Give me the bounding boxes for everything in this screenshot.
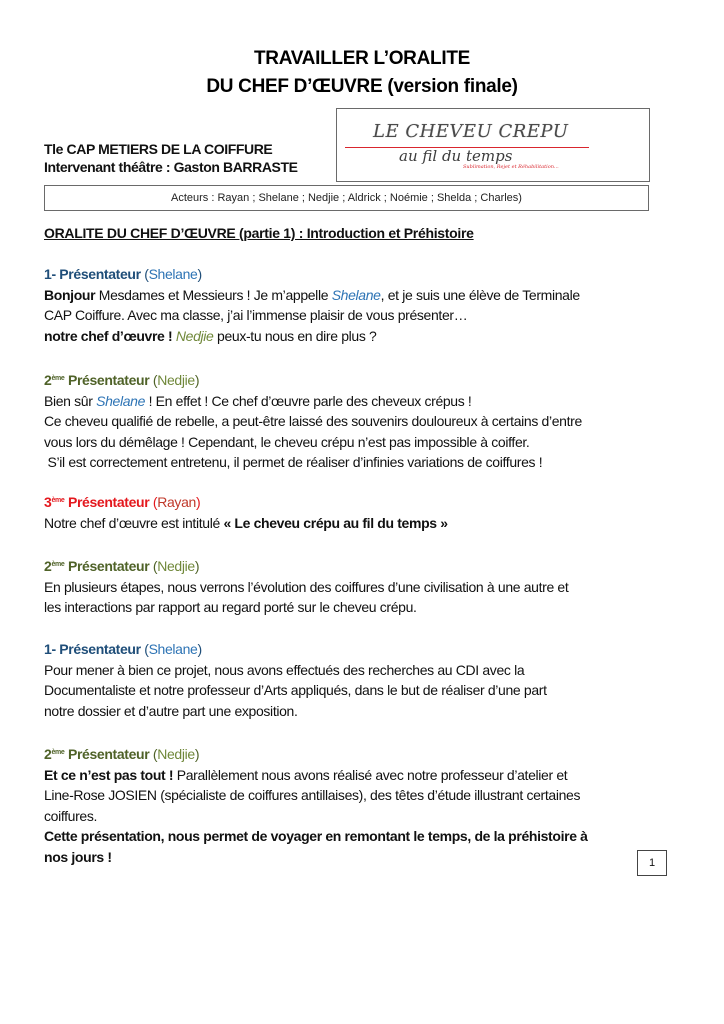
presenter-heading — [44, 555, 674, 577]
presenter-heading — [44, 369, 674, 391]
highlighted-name: Shelane — [331, 286, 381, 303]
presenter-role: Présentateur — [67, 494, 150, 510]
text: , et je suis une élève de Terminale — [380, 286, 580, 303]
class-label: Tle CAP METIERS DE LA COIFFURE — [44, 141, 273, 157]
presenter-heading — [44, 639, 674, 660]
dialogue-block — [44, 369, 674, 473]
section-heading: ORALITE DU CHEF D’ŒUVRE (partie 1) : Introduction et Préhistoire — [44, 225, 474, 241]
dialogue-block — [44, 639, 674, 721]
presenter-role: Présentateur — [59, 641, 141, 657]
presenter-name: Nedjie — [157, 372, 195, 388]
instructor-label: Intervenant théâtre : Gaston BARRASTE — [44, 159, 298, 175]
dialogue-block — [44, 491, 674, 533]
dialogue-line: S’il est correctement entretenu, il permet de réaliser d’infinies variations de coiffures ! — [44, 454, 543, 470]
page-number: 1 — [637, 850, 667, 876]
presenter-name-wrap: (Shelane) — [144, 266, 202, 282]
presenter-dash: - — [51, 266, 60, 282]
dialogue-line — [44, 513, 674, 534]
dialogue-line: Cette présentation, nous permet de voyager en remontant le temps, de la préhistoire à — [44, 828, 588, 844]
presenter-name: Shelane — [148, 266, 198, 282]
presenter-number: 3 — [44, 494, 52, 510]
presenter-number: 2 — [44, 746, 52, 762]
class-info — [44, 140, 298, 176]
dialogue-line — [44, 285, 674, 306]
logo-tagline: Sublimation, Rejet et Réhabilitation... — [463, 164, 559, 170]
dialogue-line — [44, 765, 674, 786]
highlighted-name: Nedjie — [175, 327, 214, 344]
dialogue-line: coiffures. — [44, 807, 98, 824]
presenter-name-wrap: (Nedjie) — [152, 558, 200, 574]
text: Parallèlement nous avons réalisé avec notre professeur d’atelier et — [173, 766, 568, 783]
dialogue-line: Ce cheveu qualifié de rebelle, a peut-être laissé des souvenirs douloureux à certains d’entre — [44, 413, 582, 429]
dialogue-line: notre dossier et d’autre part une exposition. — [44, 702, 298, 719]
presenter-ordinal: ème — [51, 749, 65, 756]
presenter-ordinal: ème — [51, 375, 65, 382]
text: ! En effet ! Ce chef d’œuvre parle des cheveux crépus ! — [145, 392, 472, 409]
dialogue-line: Pour mener à bien ce projet, nous avons effectués des recherches au CDI avec la — [44, 661, 525, 678]
presenter-ordinal: ème — [51, 561, 65, 568]
presenter-name-wrap: (Nedjie) — [152, 372, 200, 388]
presenter-name: Nedjie — [157, 746, 195, 762]
presenter-number: 1 — [44, 266, 52, 282]
presenter-heading — [44, 743, 674, 765]
bold-text: « Le cheveu crépu au fil du temps » — [223, 514, 448, 531]
presenter-role: Présentateur — [67, 558, 150, 574]
presenter-name: Rayan — [157, 494, 196, 510]
dialogue-line — [44, 326, 674, 347]
presenter-heading — [44, 491, 674, 513]
presenter-name: Nedjie — [157, 558, 195, 574]
dialogue-line: Line-Rose JOSIEN (spécialiste de coiffures antillaises), des têtes d’étude illustrant certaines — [44, 787, 581, 803]
logo-title: LE CHEVEU CREPU — [373, 121, 569, 142]
dialogue-block — [44, 743, 674, 867]
document-title-line1: TRAVAILLER L’ORALITE — [253, 48, 470, 69]
text: Mesdames et Messieurs ! Je m’appelle — [95, 286, 332, 303]
presenter-number: 2 — [44, 372, 52, 388]
text: Notre chef d’œuvre est intitulé — [44, 514, 224, 531]
dialogue-line: nos jours ! — [44, 848, 112, 865]
dialogue-line: vous lors du démêlage ! Cependant, le cheveu crépu n’est pas impossible à coiffer. — [44, 433, 530, 450]
presenter-name-wrap: (Shelane) — [144, 641, 202, 657]
actors-list: Acteurs : Rayan ; Shelane ; Nedjie ; Aldrick ; Noémie ; Shelda ; Charles) — [44, 185, 649, 211]
bold-text: Et ce n’est pas tout ! — [44, 766, 174, 783]
presenter-name-wrap: (Nedjie) — [152, 746, 200, 762]
bold-text: Bonjour — [44, 286, 96, 303]
presenter-ordinal: ème — [51, 497, 65, 504]
presenter-name-wrap: (Rayan) — [152, 494, 201, 510]
dialogue-block — [44, 264, 674, 346]
dialogue-line: Documentaliste et notre professeur d’Arts appliqués, dans le but de réaliser d’une part — [44, 682, 547, 698]
dialogue-line: les interactions par rapport au regard porté sur le cheveu crépu. — [44, 599, 417, 615]
text: Bien sûr — [44, 392, 97, 409]
presenter-heading — [44, 264, 674, 285]
project-logo — [336, 108, 650, 182]
presenter-number: 1 — [44, 641, 52, 657]
presenter-dash: - — [51, 641, 60, 657]
dialogue-line — [44, 391, 674, 412]
presenter-number: 2 — [44, 558, 52, 574]
highlighted-name: Shelane — [96, 392, 146, 409]
presenter-role: Présentateur — [59, 266, 141, 282]
logo-subtitle: au fil du temps — [399, 147, 513, 165]
text: peux-tu nous en dire plus ? — [213, 327, 377, 344]
bold-text: notre chef d’œuvre ! — [44, 327, 173, 344]
presenter-role: Présentateur — [67, 746, 150, 762]
dialogue-block — [44, 555, 674, 618]
presenter-name: Shelane — [148, 641, 198, 657]
document-title-line2: DU CHEF D’ŒUVRE (version finale) — [206, 76, 518, 97]
dialogue-line: CAP Coiffure. Avec ma classe, j’ai l’immense plaisir de vous présenter… — [44, 307, 468, 323]
dialogue-line: En plusieurs étapes, nous verrons l’évolution des coiffures d’une civilisation à une autre et — [44, 578, 569, 595]
presenter-role: Présentateur — [67, 372, 150, 388]
